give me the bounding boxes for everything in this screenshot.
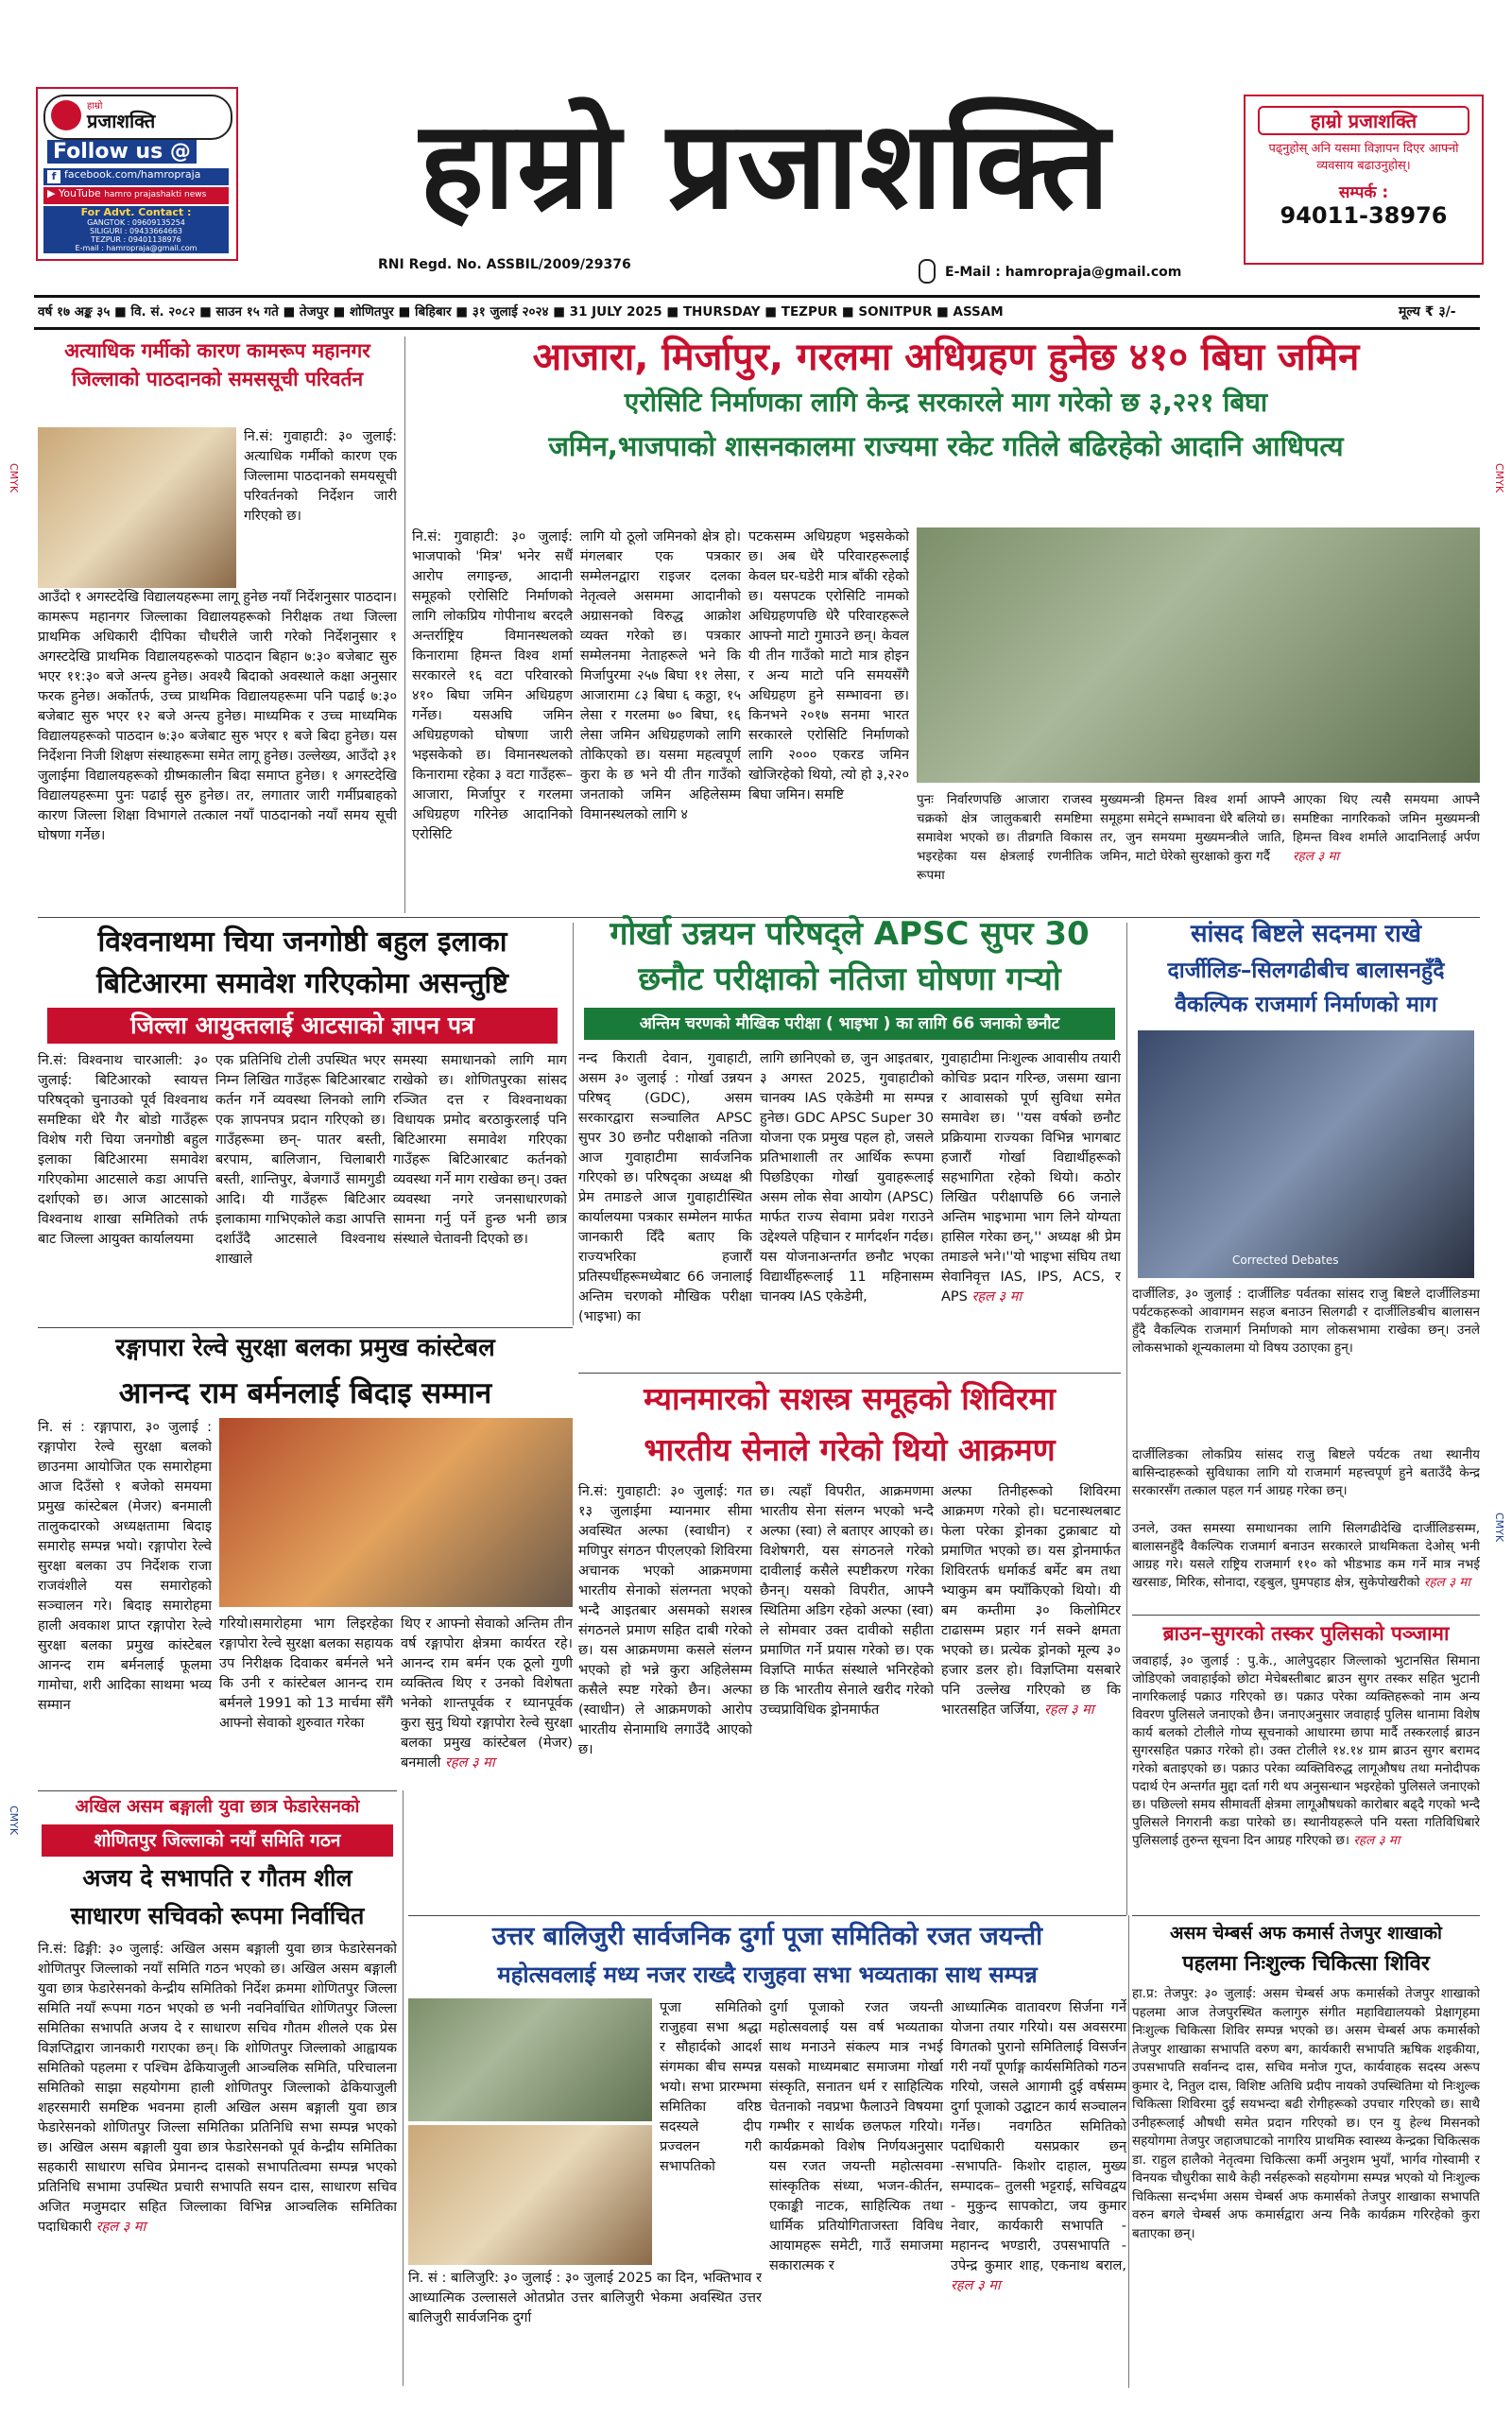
durga-caption: नि. सं : बालिजुरि: ३० जुलाई : ३० जुलाई 2025 का दिन, भक्तिभाव र आध्यात्मिक उल्लासले ओतप्रोत उत्तर बालिजुरी भेकमा अवस्थित उत्तर बालिजुरी सार्वजनिक दुर्गा [408,2271,762,2325]
promo-contact-label: सम्पर्क : [1338,183,1389,202]
student-continued-link[interactable]: रहल ३ मा [95,2220,146,2235]
heat-headline-text: अत्याधिक गर्मीको कारण कामरूप महानगर जिल्लाको पाठदानको समससूची परिवर्तन [64,339,370,390]
youtube-link[interactable] [43,187,229,204]
lead-col-3: पटकसम्म अधिग्रहण भइसकेको छ। अब धेरै परिवारहरूलाई केवल घर-घडेरी मात्र बाँकी रहेको छ। यसपटक एरोसिटि नामको अधिग्रहणपछि धेरै परिवारहरूले आफ्नो माटो गुमाउने छन्। केवल यी तीन गाउँको माटो मात्र होइन र अन्य माटो पनि समयसँगै अधिग्रहण हुने सम्भावना छ। किनभने २०१७ सनमा भारत सरकारले एरोसिटि निर्माणको लागि २००० एकरड जमिन खोजिरहेको थियो, त्यो हो ३,२२० बिघा जमिन। समष्टि [748,529,909,803]
masthead-title: हाम्रो प्रजाशक्ति [419,95,1112,236]
promo-tagline: पढ्नुहोस् अनि यसमा विज्ञापन दिएर आफ्नो व्यवसाय बढाउनुहोस्। [1268,142,1459,173]
mp-headline-3: वैकल्पिक राजमार्ग निर्माणको माग [1175,993,1437,1017]
promo-box-right [1244,95,1484,265]
mp-body-3-text: उनले, उक्त समस्या समाधानका लागि सिलगढीदेखि दार्जीलिङसम्म, बालासनहुँदै वैकल्पिक राजमार्ग बनाउन सरकारले प्राथमिकता देओस् भनी आग्रह गरे। यसले राष्ट्रिय राजमार्ग ११० को भीडभाड कम गर्ने मात्र नभई खरसाङ, मिरिक, सोनादा, रङ्बुल, घुमपहाड क्षेत्र, सुकेपोखरीको [1132,1521,1480,1590]
mp-body-3 [1132,1520,1480,1615]
youtube-channel: hamro prajashakti news [104,190,207,199]
advt-label: For Advt. Contact : [80,206,192,218]
durga-photo-1 [408,1998,652,2121]
brown-body-text: जवाहाई, ३० जुलाई : पु.के., आलेपुदहार जिल्लाको भुटानसित सिमाना जोडिएको जवाहाईको छोटा मेचेबस्तीबाट ब्राउन सुगर तस्कर सहित भुटानी नागरिकलाई पक्राउ गरिएको छ। पक्राउ परेका व्यक्तिहरूको नाम अन्य विवरण पुलिसले जनाएको छैन। जनाएअनुसार जवाहाई पुलिस थानामा विशेष कार्य बलको टोलीले गोप्य सूचनाको आधारमा छापा मार्दै तस्करलाई ब्राउन सुगरसहित पक्राउ गरेको हो। उक्त टोलीले १४.१४ ग्राम ब्राउन सुगर बरामद गरेको बताइएको छ। पक्राउ परेका व्यक्तिविरुद्ध लागूऔषध तथा मनोदीपक पदार्थ ऐन अन्तर्गत मुद्दा दर्ता गरी थप अनुसन्धान भइरहेको पुलिसले जनाएको छ। पछिल्लो समय सीमावर्ती क्षेत्रमा लागूऔषधको कारोबार बढ्दै गएको भन्दै पुलिसले निगरानी कडा पारेको छ। स्थानीयहरूले पनि यस्ता गतिविधिबारे पुलिसलाई तुरुन्त सूचना दिन आग्रह गरिएको छ। [1132,1653,1480,1848]
gorkha-banner: अन्तिम चरणको मौखिक परीक्षा ( भाइभा ) का लागि 66 जनाको छनौट [584,1008,1115,1040]
lead-col-6 [1293,790,1480,915]
durga-headline-1: उत्तर बालिजुरी सार्वजनिक दुर्गा पूजा समितिको रजत जयन्ती [491,1922,1043,1951]
rail-col-3-text: थिए र आफ्नो सेवाको अन्तिम तीन वर्ष रङ्गापोरा क्षेत्रमा कार्यरत रहे। आनन्द राम बर्मन एक ठूलो गुणी व्यक्तित्व थिए र उनको विशेषता भनेको शान्तपूर्वक र ध्यानपूर्वक कुरा सुनु थियो रङ्गापोरा रेल्वे सुरक्षा बलका प्रमुख कांस्टेबल (मेजर) बनमाली [401,1616,573,1771]
youtube-label: YouTube [58,187,101,199]
rule-brown [1132,1615,1480,1616]
registration-number: RNI Regd. No. ASSBIL/2009/29376 [378,257,631,272]
mp-body-1: दार्जीलिङ, ३० जुलाई : दार्जीलिङ पर्वतका सांसद राजु बिष्टले दार्जीलिङमा पर्यटकहरूको आवागमन सहज बनाउन सिलगढी र दार्जीलिङबीच बालासन हुँदै वैकल्पिक राजमार्ग निर्माणको माग लोकसभामा राखेका छन्। उनले लोकसभाको शून्यकालमा यो विषय उठाएका हुन्। [1132,1287,1480,1356]
brand-logo [43,95,232,140]
lead-col-6-text: आएका थिए त्यसैै समयमा आफ्नै समष्टिका नागरिकको जमिन मुख्यमन्त्री हिमन्त विश्व शर्माले आदानिलाई अर्पण [1293,792,1480,845]
rule-myanmar [578,1373,1121,1374]
promo-box-left [36,87,238,261]
lead-caption: पुनः निर्वारणपछि आजारा राजस्व चक्रको क्षेत्र जालुकबारी समष्टिमा समावेश भएको छ। तीव्रगति विकास भइरहेका यस क्षेत्रलाई रणनीतिक रूपमा [917,792,1092,883]
myanmar-headline-1: म्यानमारको सशस्त्र समूहको शिविरमा [644,1380,1056,1417]
lead-col-1: नि.सं: गुवाहाटी: ३० जुलाई: भाजपाको 'मित्र' भनेर सधैँ आरोप लगाइन्छ, आदानी समूहको एरोसिटि निर्माणको लागि लोकप्रिय गोपीनाथ बरदलै अन्तर्राष्ट्रिय विमानस्थलको किनारामा हिमन्त विश्व शर्मा सरकारले १६ वटा परिवारको ४१० बिघा जमिन अधिग्रहण गर्नेछ। यसअघि जमिन अधिग्रहणको घोषणा जारी भइसकेको छ। विमानस्थलको किनारामा रहेका ३ वटा गाउँहरू– आजारा, मिर्जापुर र गरलमा अधिग्रहण गरिनेछ आदानिको एरोसिटि [412,529,573,842]
myanmar-col-3 [941,1482,1121,1913]
advt-block [43,206,229,253]
rail-headline-1: रङ्गापारा रेल्वे सुरक्षा बलका प्रमुख कांस्टेबल [115,1334,495,1362]
aerial-village-photo [917,527,1480,783]
mp-photo [1138,1030,1474,1278]
rule-durga [408,1915,1126,1916]
chamber-headline-1: असम चेम्बर्स अफ कमार्स तेजपुर शाखाको [1170,1923,1442,1944]
student-headline-2: शोणितपुर जिल्लाको नयाँ समिति गठन [42,1824,393,1857]
durga-headline-2: महोत्सवलाई मध्य नजर राख्दै राजुहवा सभा भव्यताका साथ सम्पन्न [497,1962,1038,1988]
student-body-text: नि.सं: ढिङ्गी: ३० जुलाई: अखिल असम बङ्गाली युवा छात्र फेडारेसनको शोणितपुर जिल्लाको नयाँ समिति गठन भएको छ। अखिल असम बङ्गाली युवा छात्र फेडारेसनको केन्द्रीय समितिको निर्देश क्रममा शोणितपुर जिल्ला समिति नयाँ रूपमा गठन भएको छ भनी नवनिर्वाचित शोणितपुर जिल्ला समितिका सभापति अजय दे र साधारण सचिव गौतम शीलले एक प्रेस विज्ञप्तिद्वारा जानकारी गराएका छन्। कि शोणितपुर जिल्लाको आह्वायक समितिको पहलमा र पश्चिम ढेकियाजुली आञ्चलिक समिति, परिचालना समितिको साझा सहयोगमा हाली शोणितपुर जिल्लाको ढेकियाजुली शहरसमारी समष्टिक भवनमा हाली अखिल असम बङ्गाली युवा छात्र फेडारेसनको शोणितपुर जिल्ला समितिका प्रतिनिधि सभा सम्पन्न भएको छ। अखिल असम बङ्गाली युवा छात्र फेडारेसनको पूर्व केन्द्रीय समितिका सहकारी साधारण सचिव प्रेमानन्द दासको सभापतित्वमा सम्पन्न भएको प्रतिनिधि सभामा उपस्थित प्रचारी सभापति सयन दास, साधारण सचिव अजित मजुमदार सहित जिल्लाका विभिन्न आञ्चलिक समितिका पदाधिकारी [38,1942,397,2235]
myanmar-headline-2: भारतीय सेनाले गरेको थियो आक्रमण [644,1431,1056,1468]
dateline: वर्ष १७ अङ्क ३५ ■ वि. सं. २०८२ ■ साउन १५ गते ■ तेजपुर ■ शोणितपुर ■ बिहिबार ■ ३१ जुलाई २०२४ ■ 31 JULY 2025 ■ THURSDAY ■ TEZPUR ■ SONITPUR ■ ASSAM [38,304,1004,320]
durga-col-1: पूजा समितिको राजुहवा सभा श्रद्धा र सौहार्दको आदर्श संगमका बीच सम्पन्न भयो। सभा प्रारम्भमा समितिका वरिष्ठ सदस्यले दीप प्रज्वलन गरी सभापतिको [660,2000,762,2174]
student-headline-3: अजय दे सभापति र गौतम शील [82,1864,352,1892]
gorkha-headline-1: गोर्खा उन्नयन परिषद्ले APSC सुपर 30 [610,915,1090,953]
follow-label: Follow us @ [47,140,197,164]
masthead-email: E-Mail : hamropraja@gmail.com [945,265,1182,280]
lead-deck-1: एरोसिटि निर्माणका लागि केन्द्र सरकारले माग गरेको छ ३,२२१ बिघा [624,387,1268,418]
chamber-headline-2: पहलमा निःशुल्क चिकित्सा शिविर [1182,1952,1430,1976]
student-headline-4: साधारण सचिवको रूपमा निर्वाचित [70,1902,365,1929]
divider-lower-left [403,1790,404,2386]
student-headline-1: अखिल असम बङ्गाली युवा छात्र फेडारेसनको [75,1796,360,1817]
durga-photo-2 [408,2125,652,2265]
promo-phone: 94011-38976 [1280,202,1448,229]
heat-lead: नि.सं: गुवाहाटी: ३० जुलाई: अत्याधिक गर्मीको कारण एक जिल्लामा पाठदानको समयसूची परिवर्तनको निर्देशन जारी गरिएको छ। [244,429,397,524]
rule-chamber [1132,1915,1480,1916]
chamber-body: हा.प्र: तेजपुर: ३० जुलाई: असम चेम्बर्स अफ कमार्सको तेजपुर शाखाको पहलमा आज तेजपुरस्थित कलागुरु संगीत महाविद्यालयको प्रेक्षागृहमा निःशुल्क चिकित्सा शिविर सम्पन्न भएको छ। असम चेम्बर्स अफ कमार्सको तेजपुर शाखाका सभापति वरुण बग, कार्यकारी सभापति ऋषिक शइकीया, उपसभापति सर्वानन्द दास, सचिव मनोज गुप्त, कार्यवाहक सदस्य अरूप कुमार दे, नितुल दास, विशिष्ट अतिथि प्रदीप नायको उपस्थितिमा यो निःशुल्क चिकित्सा शिविरमा दुई सयभन्दा बढी रोगीहरूको उपचार गरिएको छ। साथै उनीहरूलाई औषधी समेत प्रदान गरिएको छ। एन यु हेल्थ मिसनको सहयोगमा तेजपुर जहाजघाटको नागरिय प्राथमिक स्वास्थ्य केन्द्रका चिकित्सक डा. राहुल हालैको नेतृत्वमा चिकित्सा कर्मी अनुशम भुयाँ, भार्गव गोस्वामी र विनयक चौधुरीका साथै केही नर्सहरूको सहयोगमा सम्पन्न भएको यो निःशुल्क चिकित्सा सन्दर्भमा असम चेम्बर्स अफ कमार्सको तेजपुर शाखाका सभापति वरुन बगले चेम्बर्स अफ कमार्सद्वारा अन्य निकै कार्यक्रम गरिरहेको कुरा बताएका छन्। [1132,1986,1480,2241]
youtube-icon: ▶ [47,187,56,199]
gorkha-headline-2: छनौट परीक्षाको नतिजा घोषणा गऱ्यो [638,960,1061,998]
myanmar-col-1: नि.सं: गुवाहाटी: ३० जुलाई: गत १३ जुलाईमा म्यानमार सीमा अवस्थित अल्फा (स्वाधीन) र मणिपुर संगठन पीएलएको शिविरमा अचानक भएको आक्रमणमा भारतीय सेनाको संलग्नता भएको भन्दै आइतबार असमको सशस्त्र संगठनले प्रमाण सहित दाबी गरेको छ। यस आक्रमणमा कसले संलग्न भएको हो भन्ने कुरा अहिलेसम्म कसैले स्पष्ट गरेको छैन। अल्फा (स्वाधीन) ले आक्रमणको आरोप भारतीय सेनामाथि लगाउँदै आएको छ। [578,1484,752,1757]
price: मूल्य ₹ ३/- [1399,304,1456,320]
student-body [38,1940,397,2384]
logo-circle-icon [51,100,81,130]
durga-col-3: दुर्गा पूजाको रजत जयन्ती महोत्सवलाई यस वर्ष भव्यताका साथ मनाउने संकल्प मात्र नभई यसको माध्यमबाट समाजमा गोर्खा संस्कृति, सनातन धर्म र साहित्यिक चेतनाको नवप्रभा फैलाउने विषयमा गम्भीर र सार्थक छलफल गरियो। कार्यक्रमको विशेष निर्णयअनुसार यस रजत जयन्ती महोत्सवमा सांस्कृतिक संध्या, भजन-कीर्तन, एकाङ्की नाटक, साहित्यिक तथा धार्मिक प्रतियोगिताजस्ता विविध आयामहरू समेटी, गाउँ समाजमा सकारात्मक र [769,2000,943,2273]
cmyk-mark-left-2: CMYK [8,1806,20,1836]
biswanath-banner: जिल्ला आयुक्तलाई आटसाको ज्ञापन पत्र [47,1008,558,1044]
durga-continued-link[interactable]: रहल ३ मा [951,2278,1001,2293]
facebook-link[interactable] [43,168,229,185]
rule-student [38,1790,397,1791]
logo-text: प्रजाशक्ति [87,110,156,132]
brown-body [1132,1652,1480,1915]
gorkha-col-3-text: गुवाहाटीमा निःशुल्क आवासीय तयारी कोचिङ प्रदान गरिन्छ, जसमा खाना र आवासको पूर्ण सुविधा समेत समावेश छ। ''यस वर्षको छनौट प्रक्रियामा राज्यका विभिन्न भागबाट हजारौं गोर्खा विद्यार्थीहरूको सहभागिता रहेको थियो। कठोर लिखित परीक्षापछि 66 जनाले अन्तिम भाइभामा भाग लिने योग्यता हासिल गरेका छन्,'' अध्यक्ष श्री प्रेम तमाङले भने।''यो भाइभा संघिय तथा सेवानिवृत्त IAS, IPS, ACS, र APS [941,1051,1121,1305]
advt-email: E-mail : hamropraja@gmail.com [75,244,198,252]
durga-col-4 [951,1998,1126,2384]
gorkha-continued-link[interactable]: रहल ३ मा [971,1289,1022,1305]
rail-col-3 [401,1615,573,1789]
students-photo [38,427,236,588]
story-heat-headline [38,337,397,393]
advt-contact-3: TEZPUR : 09401138976 [91,235,181,244]
lead-col-5: मुख्यमन्त्री हिमन्त विश्व शर्मा आफ्नै समूहमा समेट्ने सम्भावना धेरै बलियो छ। तर, जुन समयमा मुख्यमन्त्रीले जाति, जमिन, माटो घेरेको सुरक्षाको कुरा गर्दै [1100,792,1285,864]
lead-headline: आजारा, मिर्जापुर, गरलमा अधिग्रहण हुनेछ ४१० बिघा जमिन [532,336,1360,379]
mp-body-2: दार्जीलिङका लोकप्रिय सांसद राजु बिष्टले पर्यटक तथा स्थानीय बासिन्दाहरूको सुविधाका लागि यो राजमार्ग महत्त्वपूर्ण हुने बताउँदै केन्द्र सरकारसँग तत्काल पहल गर्न आग्रह गरेका छन्। [1132,1447,1480,1498]
gorkha-col-2: लागि छानिएको छ, जुन आइतबार, ३ अगस्त 2025, गुवाहाटीको चानक्य IAS एकेडेमी मा सम्पन्न हुनेछ। GDC APSC Super 30 योजना एक प्रमुख पहल हो, जसले प्रतिभाशाली तर आर्थिक रूपमा पिछडिएका गोर्खा युवाहरूलाई असम लोक सेवा आयोग (APSC) मार्फत राज्य सेवामा प्रवेश गराउने उद्देश्यले पहिचान र मार्गदर्शन गर्दछ। यस योजनाअन्तर्गत छनौट भएका विद्यार्थीहरूलाई 11 महिनासम्म चानक्य IAS एकेडेमी, [760,1051,934,1305]
mp-headline-2: दार्जीलिङ–सिलगढीबीच बालासनहुँदै [1167,959,1445,983]
gorkha-col-1: नन्द किराती देवान, गुवाहाटी, असम ३० जुलाई : गोर्खा उन्नयन परिषद् (GDC), असम सरकारद्वारा सञ्चालित APSC सुपर 30 छनौट परीक्षाको नतिजा आज गुवाहाटीमा सार्वजनिक गरिएको छ। परिषद्का अध्यक्ष श्री प्रेम तमाङले आज गुवाहाटीस्थित कार्यालयमा पत्रकार सम्मेलन मार्फत जानकारी दिँदै बताए कि राज्यभरिका हजारौं प्रतिस्पर्धीहरूमध्येबाट 66 जनालाई अन्तिम चरणको मौखिक परीक्षा (भाइभा) का [578,1051,752,1324]
mp-continued-link[interactable]: रहल ३ मा [1423,1575,1470,1590]
rail-col-2: गरियो।समारोहमा भाग लिइरहेका रङ्गापोरा रेल्वे सुरक्षा बलका सहायक उप निरीक्षक दिवाकर बर्मनले भने कि उनी र कांस्टेबल आनन्द राम बर्मनले 1991 को 13 मार्चमा सँगै आफ्नो सेवाको शुरुवात गरेका [219,1616,393,1731]
promo-name: हाम्रो प्रजाशक्ति [1258,106,1469,135]
biswanath-col-1: नि.सं: विश्वनाथ चारआली: ३० जुलाई: बिटिआरको स्वायत्त परिषद्को चुनाउको पूर्व विश्वनाथ समष्टिका धेरै गैर बोडो गाउँहरू विशेष गरी चिया जनगोष्ठी बहुल इलाका बिटिआरमा समावेश गरिएकोमा आटसाले कडा आपत्ति दर्शाएको छ। आज आटसाको विश्वनाथ शाखा समितिको तर्फ बाट जिल्ला आयुक्त कार्यालयमा [38,1053,208,1247]
divider-mid-2 [1126,923,1127,1915]
logo-small-text: हाम्रो [87,101,103,112]
rule-top [34,295,1480,298]
biswanath-col-2: एक प्रतिनिधि टोली उपस्थित भएर निम्न लिखित गाउँहरू बिटिआरबाट कर्तन गर्ने व्यवस्था लिनको लागि एक ज्ञापनपत्र प्रदान गरिएको छ। गाउँहरूमा छन्- पातर बस्ती, बरपाम, बालिजान, चिलाबारी बस्ती, शान्तिपुर, बेजगाउँ सामगुडी आदि। यी गाउँहरू बिटिआर इलाकामा गाभिएकोले कडा आपत्ति दर्शाउँदै आटसाले विश्वनाथ शाखाले [215,1053,386,1267]
brown-continued-link[interactable]: रहल ३ मा [1353,1833,1400,1848]
cmyk-mark-right: CMYK [1493,463,1505,493]
myanmar-continued-link[interactable]: रहल ३ मा [1043,1703,1094,1718]
biswanath-headline-1: विश्वनाथमा चिया जनगोष्ठी बहुल इलाका [97,925,507,959]
lead-continued-link[interactable]: रहल ३ मा [1293,849,1340,864]
biswanath-col-3: समस्या समाधानको लागि माग राखेको छ। शोणितपुरका सांसद रञ्जित दत्त र विश्वनाथका विधायक प्रमोद बरठाकुरलाई पनि बिटिआरमा समावेश गरिएका गाउँहरू बिटिआरबाट कर्तनको व्यवस्था गर्ने माग राखेका छन्। उक्त व्यवस्था नगरे जनसाधारणको सामना गर्नु पर्ने हुन्छ भनी छात्र संस्थाले चेतावनी दिएको छ। [393,1053,567,1247]
myanmar-col-3-text: अल्फा तिनीहरूको शिविरमा आक्रमण गरेको हो। घटनास्थलबाट फेला परेका ड्रोनका टुक्राबाट यो प्रमाणित भएको छ। यस ड्रोनमार्फत शिविरतर्फ धर्माकर्ड बर्मेट बम तथा भ्याकुम बम फ्याँकिएको थियो। यी बम कम्तीमा ३० किलोमिटर टाढासम्म प्रहार गर्न सक्ने क्षमता भएको छ। प्रत्येक ड्रोनको मूल्य ३० हजार डलर हो। विज्ञप्तिमा यसबारे पनि उल्लेख गरिएको छ कि भारतसहित जर्जिया, [941,1484,1121,1718]
mp-headline-1: सांसद बिष्टले सदनमा राखे [1191,920,1421,948]
advt-contact-1: GANGTOK : 09609135254 [87,218,185,227]
cmyk-mark-right-2: CMYK [1493,1512,1505,1543]
advt-contact-2: SILIGURI : 09433664663 [90,227,182,235]
rule-bottom [34,327,1480,330]
lead-deck-2: जमिन,भाजपाको शासनकालमा राज्यमा रकेट गतिले बढिरहेको आदानि आधिपत्य [548,430,1344,462]
divider-lower-right [1128,1915,1129,2388]
facebook-url: facebook.com/hamropraja [64,168,201,181]
biswanath-headline-2: बिटिआरमा समावेश गरिएकोमा असन्तुष्टि [96,967,508,1000]
divider-left [404,337,405,913]
myanmar-col-2: छ। त्यहाँ विपरीत, आक्रमणमा भारतीय सेना संलग्न भएको भन्दै अल्फा (स्वा) ले बताएर आएको छ। विशेषगरी, यस संगठनले गरेको दावीलाई कसैले स्पष्टीकरण गरेका छैनन्। यसको विपरीत, आफ्नै स्थितिमा अडिग रहेको अल्फा (स्वा) ले सोमवार उक्त दावीको सहीता प्रमाणित गर्ने प्रयास गरेको छ। एक विज्ञप्ति मार्फत संस्थाले भनिरहेको छ कि भारतीय सेनाले खरीद गरेको उच्चप्राविधिक ड्रोनमार्फत [760,1484,934,1718]
heat-body: आउँदो १ अगस्टदेखि विद्यालयहरूमा लागू हुनेछ नयाँ निर्देशनुसार पाठदान। कामरूप महानगर जिल्लाका विद्यालयहरूको निरीक्षक तथा जिल्ला प्राथमिक अधिकारी दीपिका चौधरीले जारी गरेको निर्देशनुसार १ अगस्टदेखि प्राथमिक विद्यालयहरूको पाठदान बिहान ७:३० बजेबाट सुरु भएर ११:३० बजे अन्त्य हुनेछ। अवश्यै बिदाको अवस्थाले कक्षा अनुसार फरक हुनेछ। अर्कोतर्फ, उच्च प्राथमिक विद्यालयहरूमा पनि पढाई ७:३० बजेबाट सुरु भएर १२ बजे अन्त्य हुनेछ। माध्यमिक र उच्च माध्यमिक विद्यालयहरूको पाठदान ७:३० बजेबाट सुरु भएर १ बजे बिदा हुनेछ। यस निर्देशना निजी शिक्षण संस्थाहरूमा समेत लागू हुनेछ। उल्लेख्य, आउँदो ३१ जुलाईमा विद्यालयहरूको ग्रीष्मकालीन बिदा समाप्त हुनेछ। १ अगस्टदेखि विद्यालयहरूमा पुनः पढाई सुरु हुनेछ। तर, लगातार जारी गर्मीप्रबाहको कारण जिल्ला शिक्षा विभागले तत्काल नयाँ पाठदानको नयाँ समय सूची घोषणा गर्नेछ। [38,590,397,843]
durga-col-4-text: आध्यात्मिक वातावरण सिर्जना गर्ने योजना तयार गरियो। यस अवसरमा विगतको पुरानो समितिलाई विसर्जन गरी नयाँ पूर्णाङ्ग कार्यसमितिको गठन गरियो, जसले आगामी दुई वर्षसम्म दुर्गा पूजाको उद्घाटन कार्य सञ्चालन गर्नेछ। नवगठित समितिको पदाधिकारी यसप्रकार छन् -सभापति- किशोर दाहाल, मुख्य सम्पादक– तुलसी भट्टराई, सचिवद्वय - मुकुन्द सापकोटा, जय कुमार नेवार, कार्यकारी सभापति - महानन्द भण्डारी, उपसभापति - उपेन्द्र कुमार शाह, एकनाथ बराल, [951,2000,1126,2273]
facebook-icon: f [47,170,60,183]
gorkha-col-3 [941,1049,1121,1371]
divider-mid-1 [573,923,574,1325]
farewell-photo [219,1418,573,1607]
rail-continued-link[interactable]: रहल ३ मा [444,1755,495,1771]
brown-headline: ब्राउन–सुगरको तस्कर पुलिसको पञ्जामा [1162,1622,1450,1645]
mouse-icon [919,259,936,284]
lead-col-2: लागि यो ठूलो जमिनको क्षेत्र हो। मंगलबार एक पत्रकार सम्मेलनद्वारा राइजर दलका नेतृत्वले असममा आदानीको अग्रासनको विरुद्ध आक्रोश व्यक्त गरेको छ। पत्रकार सम्मेलनमा नेताहरूले भने कि मिर्जापुरमा २५७ बिघा ११ लेसा, आजारामा ८३ बिघा ६ कठ्ठा, १५ लेसा र गरलमा ७० बिघा, १६ लेसा जमिन अधिग्रहणको लागि तोकिएको छ। यसमा महत्वपूर्ण कुरा के छ भने यी तीन गाउँको जनताको जमिन अहिलेसम्म विमानस्थलको लागि ४ [580,529,741,822]
rail-col-1: नि. सं : रङ्गापारा, ३० जुलाई : रङ्गापोरा रेल्वे सुरक्षा बलको छाउनमा आयोजित एक समारोहमा आज दिउँसो १ बजेको समयमा प्रमुख कांस्टेबल (मेजर) बनमाली तालुकदारको अध्यक्षतामा बिदाइ समारोह सम्पन्न भयो। रङ्गापोरा रेल्वे सुरक्षा बलका उप निर्देशक राजा राजवंशीले यस समारोहको सञ्चालन गरे। बिदाइ समारोहमा हाली अवकाश प्राप्त रङ्गापोरा रेल्वे सुरक्षा बलका प्रमुख कांस्टेबल आनन्द राम बर्मनलाई फूलमा गामोचा, शरी आदिका साथमा भव्य सम्मान [38,1420,212,1713]
mp-photo-caption: Corrected Debates [1232,1253,1339,1267]
cmyk-mark-left: CMYK [8,463,20,493]
rail-headline-2: आनन्द राम बर्मनलाई बिदाइ सम्मान [118,1376,492,1410]
